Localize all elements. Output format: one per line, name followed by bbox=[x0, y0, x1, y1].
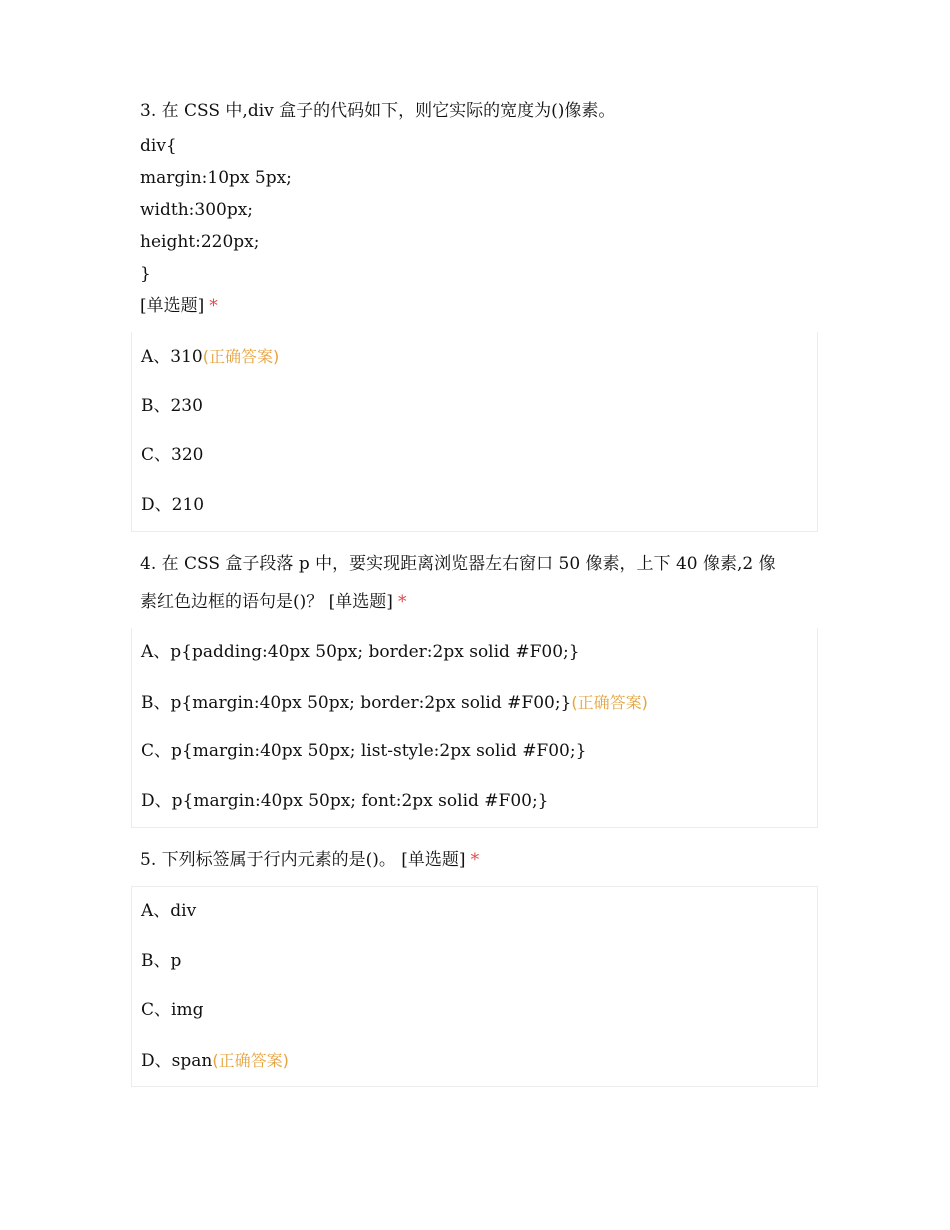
question-3-type-row bbox=[140, 290, 810, 322]
option-c[interactable] bbox=[132, 727, 817, 777]
question-type: [单选题] bbox=[401, 850, 466, 870]
option-a[interactable] bbox=[132, 332, 817, 382]
option-d[interactable] bbox=[132, 481, 817, 531]
question-3 bbox=[140, 92, 810, 322]
question-4 bbox=[140, 545, 810, 621]
option-text: A、p{padding:40px 50px; border:2px solid #F00;} bbox=[141, 642, 580, 662]
option-c[interactable] bbox=[132, 431, 817, 481]
code-line: div{ bbox=[140, 136, 177, 156]
option-a[interactable] bbox=[132, 887, 817, 937]
question-3-options bbox=[131, 332, 818, 532]
option-text: C、p{margin:40px 50px; list-style:2px solid #F00;} bbox=[141, 741, 587, 762]
option-text: B、p{margin:40px 50px; border:2px solid #F00;} bbox=[141, 692, 572, 713]
option-b[interactable] bbox=[132, 382, 817, 432]
question-4-title-line2: 素红色边框的语句是()？ [单选题] * bbox=[140, 592, 407, 612]
question-type: [单选题] bbox=[328, 592, 393, 612]
code-line: width:300px; bbox=[140, 200, 254, 220]
option-text: D、span bbox=[141, 1051, 213, 1072]
option-d[interactable] bbox=[132, 1036, 817, 1086]
required-mark: * bbox=[209, 296, 218, 316]
option-text: B、p bbox=[141, 950, 182, 971]
option-b[interactable] bbox=[132, 678, 817, 728]
required-mark: * bbox=[470, 850, 480, 870]
question-4-options bbox=[131, 628, 818, 828]
correct-answer-label: (正确答案) bbox=[212, 1051, 289, 1071]
code-line: } bbox=[140, 264, 151, 284]
option-text: A、div bbox=[141, 901, 197, 921]
option-b[interactable] bbox=[132, 937, 817, 987]
question-5 bbox=[140, 841, 810, 879]
question-4-title-line1: 4. 在 CSS 盒子段落 p 中，要实现距离浏览器左右窗口 50 像素，上下 40 像素,2 像 bbox=[140, 554, 776, 574]
option-text: C、320 bbox=[141, 445, 204, 466]
option-a[interactable] bbox=[132, 628, 817, 678]
question-5-title: 5. 下列标签属于行内元素的是()。 bbox=[140, 850, 396, 870]
correct-answer-label: (正确答案) bbox=[202, 347, 280, 366]
question-type: [单选题] bbox=[140, 296, 205, 316]
question-3-title: 3. 在 CSS 中,div 盒子的代码如下，则它实际的宽度为()像素。 bbox=[140, 101, 616, 121]
option-c[interactable] bbox=[132, 986, 817, 1036]
option-text: D、p{margin:40px 50px; font:2px solid #F00;} bbox=[141, 791, 549, 812]
option-text: A、310 bbox=[141, 347, 203, 367]
code-line: height:220px; bbox=[140, 232, 260, 252]
option-text: B、230 bbox=[141, 395, 203, 416]
option-text: D、210 bbox=[141, 495, 205, 516]
option-text: C、img bbox=[141, 1000, 204, 1021]
required-mark: * bbox=[397, 592, 407, 612]
code-line: margin:10px 5px; bbox=[140, 168, 292, 188]
correct-answer-label: (正确答案) bbox=[571, 692, 648, 712]
question-5-title-row bbox=[140, 841, 810, 879]
question-5-options bbox=[131, 886, 818, 1087]
option-d[interactable] bbox=[132, 777, 817, 827]
